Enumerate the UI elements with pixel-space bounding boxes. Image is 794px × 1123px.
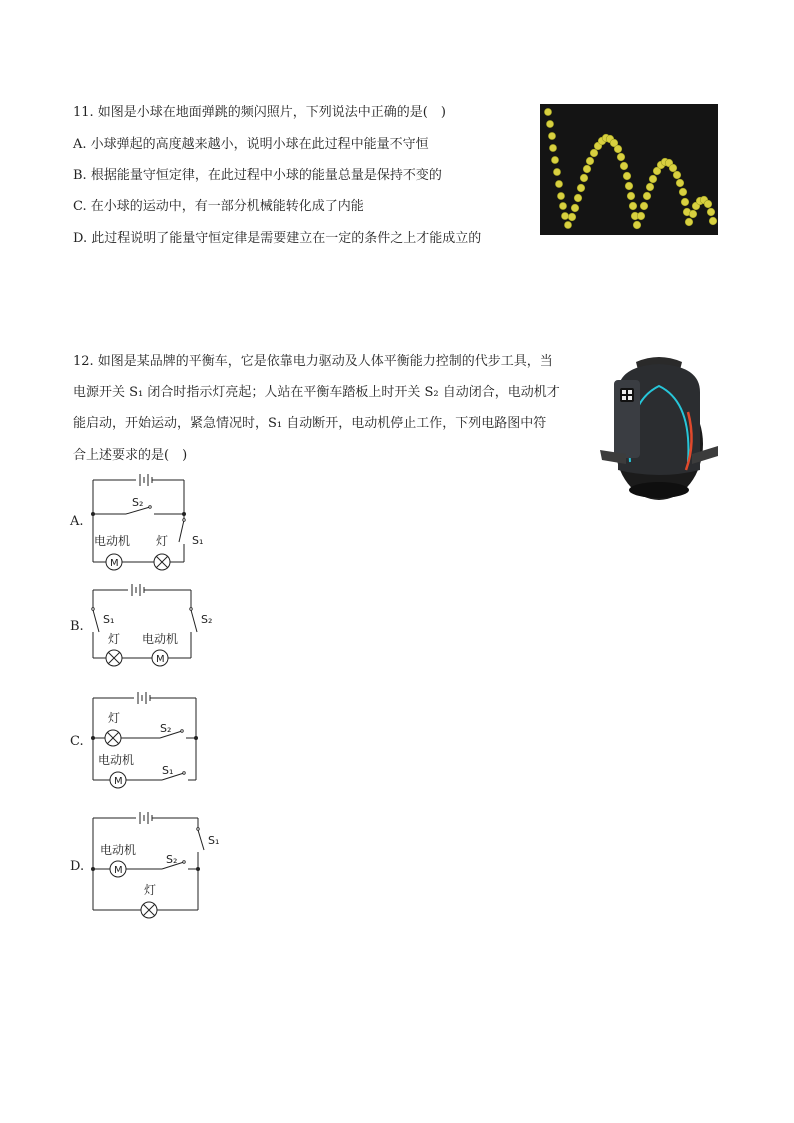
motor-label: 电动机 [100,843,137,857]
motor-symbol-label: M [156,654,165,665]
motor-symbol-label: M [114,865,123,876]
q12-stem-line-4: 合上述要求的是( ) [73,448,188,463]
motor-label: 电动机 [98,753,135,767]
lamp-label: 灯 [108,711,121,725]
q11-option-c: C. 在小球的运动中，有一部分机械能转化成了内能 [73,199,364,214]
s1-label: S₁ [103,613,115,626]
q12-option-a-letter: A. [70,514,84,529]
q11-stem: 11. 如图是小球在地面弹跳的频闪照片，下列说法中正确的是( ) [73,105,446,120]
q12-stem-line-2: 电源开关 S₁ 闭合时指示灯亮起；人站在平衡车踏板上时开关 S₂ 自动闭合，电动机才 [73,385,560,400]
s1-label: S₁ [162,764,174,777]
s2-label: S₂ [201,613,213,626]
s2-label: S₂ [166,853,178,866]
lamp-label: 灯 [108,632,121,646]
q12-option-c-letter: C. [70,734,84,749]
lamp-label: 灯 [144,883,157,897]
lamp-label: 灯 [156,534,169,548]
self-balancing-unicycle-photo [596,352,722,504]
bouncing-ball-photo [540,104,718,235]
q12-stem-line-3: 能启动，开始运动，紧急情况时，S₁ 自动断开，电动机停止工作，下列电路图中符 [73,416,547,431]
s2-label: S₂ [160,722,172,735]
motor-label: 电动机 [94,534,131,548]
q12-option-b-letter: B. [70,619,84,634]
circuit-a [88,472,228,572]
q12-stem-line-1: 12. 如图是某品牌的平衡车，它是依靠电力驱动及人体平衡能力控制的代步工具，当 [73,354,553,369]
motor-symbol-label: M [110,558,119,569]
s1-label: S₁ [192,534,204,547]
circuit-b [88,580,228,670]
circuit-d [88,806,238,916]
motor-label: 电动机 [142,632,179,646]
s1-label: S₁ [208,834,220,847]
circuit-c [88,688,228,788]
s2-label: S₂ [132,496,144,509]
motor-symbol-label: M [114,776,123,787]
q12-option-d-letter: D. [70,859,85,874]
q11-option-b: B. 根据能量守恒定律，在此过程中小球的能量总量是保持不变的 [73,168,442,183]
q11-option-a: A. 小球弹起的高度越来越小，说明小球在此过程中能量不守恒 [73,137,429,152]
q11-option-d: D. 此过程说明了能量守恒定律是需要建立在一定的条件之上才能成立的 [73,231,482,246]
